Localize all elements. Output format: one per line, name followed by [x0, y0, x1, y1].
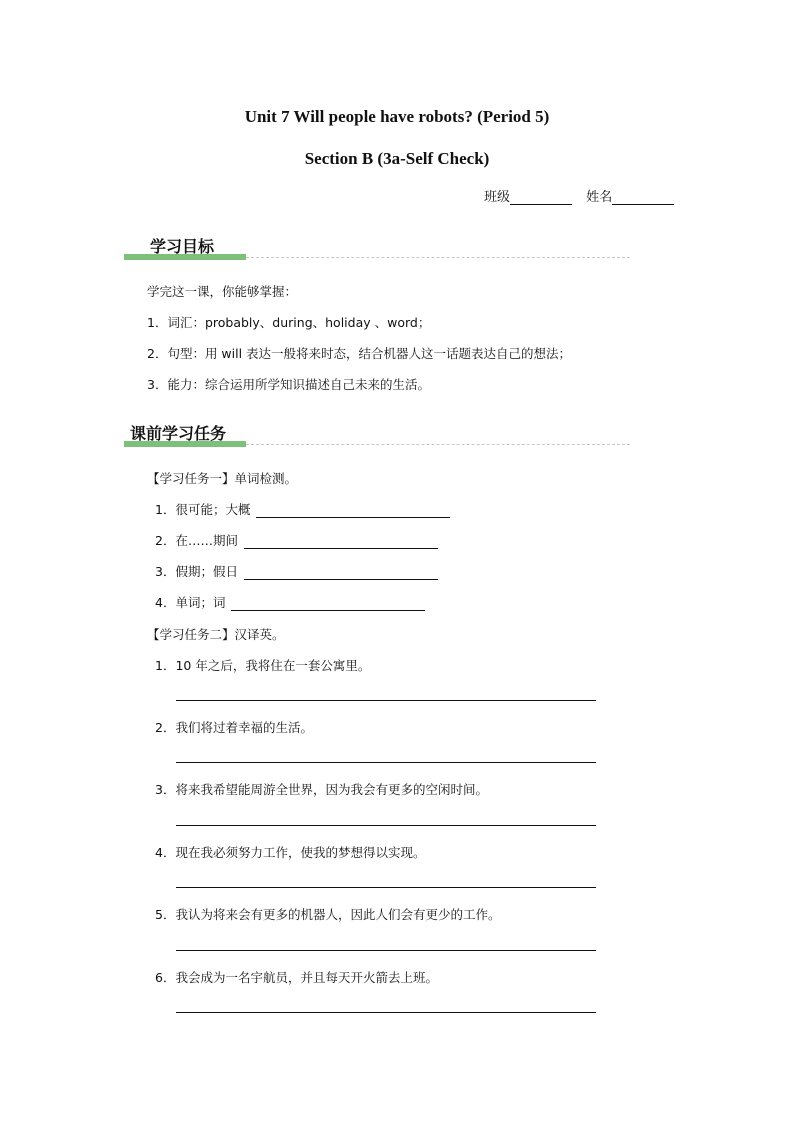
vocab-item: [155, 531, 438, 549]
translation-answer-line[interactable]: [176, 700, 596, 701]
vocab-answer-blank[interactable]: [244, 536, 438, 549]
page-subtitle: Section B (3a-Self Check): [304, 149, 490, 168]
objectives-heading-label: 学习目标: [150, 237, 215, 256]
vocab-answer-blank[interactable]: [244, 567, 438, 580]
objective-item: 3．能力：综合运用所学知识描述自己未来的生活。: [147, 377, 430, 392]
translation-prompt: 3．将来我希望能周游全世界，因为我会有更多的空闲时间。: [155, 782, 488, 797]
preclass-heading: [124, 421, 630, 447]
vocab-item: [155, 500, 450, 518]
translation-answer-line[interactable]: [176, 762, 596, 763]
translation-prompt: 6．我会成为一名宇航员，并且每天开火箭去上班。: [155, 970, 438, 985]
translation-answer-line[interactable]: [176, 1012, 596, 1013]
vocab-answer-blank[interactable]: [256, 505, 450, 518]
translation-prompt: 5．我认为将来会有更多的机器人，因此人们会有更少的工作。: [155, 907, 501, 922]
name-blank[interactable]: [612, 190, 674, 205]
vocab-prompt: 2．在……期间: [155, 533, 238, 548]
objectives-intro: 学完这一课，你能够掌握：: [147, 284, 298, 299]
translation-answer-line[interactable]: [176, 887, 596, 888]
translation-prompt: 1．10 年之后，我将住在一套公寓里。: [155, 658, 371, 673]
vocab-answer-blank[interactable]: [231, 598, 425, 611]
translation-answer-line[interactable]: [176, 950, 596, 951]
preclass-heading-label: 课前学习任务: [130, 424, 227, 443]
task1-title: 【学习任务一】单词检测。: [147, 471, 298, 486]
vocab-item: [155, 562, 438, 580]
class-label: 班级: [484, 190, 511, 205]
vocab-prompt: 3．假期；假日: [155, 564, 238, 579]
heading-divider: [246, 257, 630, 258]
translation-prompt: 4．现在我必须努力工作，使我的梦想得以实现。: [155, 845, 426, 860]
class-blank[interactable]: [510, 190, 572, 205]
name-label: 姓名: [586, 190, 613, 205]
page-title: Unit 7 Will people have robots? (Period 5): [244, 107, 550, 126]
objective-item: 1．词汇：probably、during、holiday 、word；: [147, 315, 431, 330]
heading-divider: [246, 444, 630, 445]
vocab-item: [155, 593, 425, 611]
translation-prompt: 2．我们将过着幸福的生活。: [155, 720, 313, 735]
translation-answer-line[interactable]: [176, 825, 596, 826]
objectives-heading: [124, 234, 630, 260]
task2-title: 【学习任务二】汉译英。: [147, 627, 285, 642]
vocab-prompt: 1．很可能；大概: [155, 502, 251, 517]
vocab-prompt: 4．单词；词: [155, 595, 226, 610]
objective-item: 2．句型：用 will 表达一般将来时态，结合机器人这一话题表达自己的想法；: [147, 346, 572, 361]
class-name-line: [484, 186, 674, 205]
